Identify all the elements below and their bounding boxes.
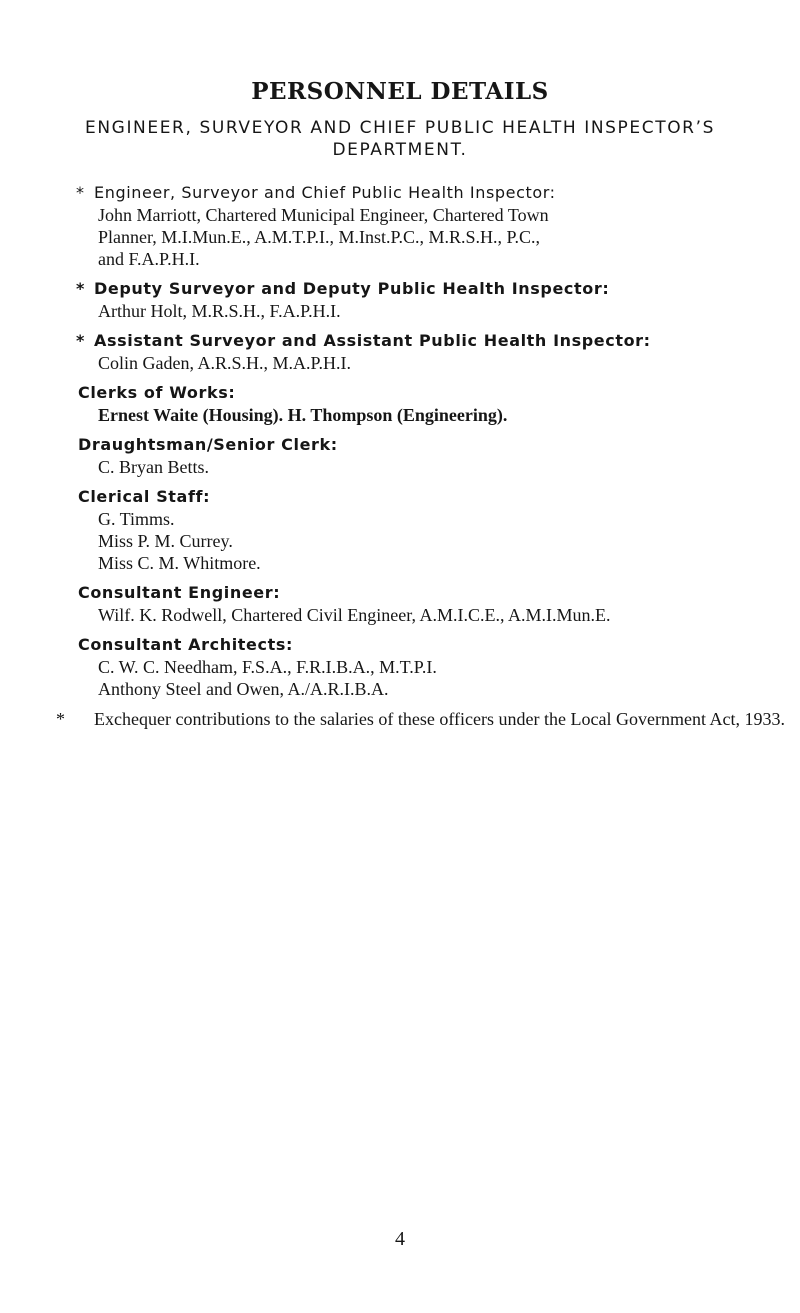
section-heading: Draughtsman/Senior Clerk: [78, 435, 338, 454]
section-heading: Clerical Staff: [78, 487, 211, 506]
section-heading-text: Engineer, Surveyor and Chief Public Health Inspector: [94, 183, 556, 202]
footnote-text: Exchequer contributions to the salaries of these officers under the Local Government Act, 1933. [94, 709, 785, 729]
asterisk-marker: * [56, 709, 65, 729]
asterisk-marker: * [76, 183, 85, 202]
section-clerks-of-works [78, 382, 790, 426]
section-line: Arthur Holt, M.R.S.H., F.A.P.H.I. [98, 301, 341, 321]
personnel-list [56, 182, 790, 730]
footnote [56, 708, 790, 730]
section-heading [78, 278, 790, 300]
asterisk-marker: * [76, 279, 85, 298]
section-consultant-architects [78, 634, 790, 700]
section-heading: Consultant Engineer: [78, 583, 281, 602]
section-line: Miss P. M. Currey. [98, 531, 233, 551]
section-line: and F.A.P.H.I. [98, 249, 200, 269]
section-line: C. W. C. Needham, F.S.A., F.R.I.B.A., M.T.P.I. [98, 657, 437, 677]
page-title: PERSONNEL DETAILS [251, 78, 549, 105]
department-heading: ENGINEER, SURVEYOR AND CHIEF PUBLIC HEALTH INSPECTOR’S DEPARTMENT. [85, 118, 715, 160]
section-heading [78, 330, 790, 352]
section-heading-text: Deputy Surveyor and Deputy Public Health Inspector: [94, 279, 610, 298]
section-line: John Marriott, Chartered Municipal Engineer, Chartered Town [98, 205, 549, 225]
section-line: G. Timms. [98, 509, 175, 529]
section-heading [78, 182, 790, 204]
section-line: Ernest Waite (Housing). H. Thompson (Engineering). [98, 405, 508, 425]
section-line: Planner, M.I.Mun.E., A.M.T.P.I., M.Inst.P.C., M.R.S.H., P.C., [98, 227, 541, 247]
section-line: Wilf. K. Rodwell, Chartered Civil Engineer, A.M.I.C.E., A.M.I.Mun.E. [98, 605, 611, 625]
section-clerical-staff [78, 486, 790, 574]
section-line: Anthony Steel and Owen, A./A.R.I.B.A. [98, 679, 389, 699]
section-line: Miss C. M. Whitmore. [98, 553, 261, 573]
section-heading: Consultant Architects: [78, 635, 293, 654]
asterisk-marker: * [76, 331, 85, 350]
section-heading-text: Assistant Surveyor and Assistant Public Health Inspector: [94, 331, 651, 350]
section-line: C. Bryan Betts. [98, 457, 209, 477]
section-assistant-surveyor [78, 330, 790, 374]
section-consultant-engineer [78, 582, 790, 626]
section-engineer [78, 182, 790, 270]
section-heading: Clerks of Works: [78, 383, 236, 402]
page-number: 4 [395, 1228, 405, 1250]
section-deputy-surveyor [78, 278, 790, 322]
section-draughtsman [78, 434, 790, 478]
section-line: Colin Gaden, A.R.S.H., M.A.P.H.I. [98, 353, 352, 373]
